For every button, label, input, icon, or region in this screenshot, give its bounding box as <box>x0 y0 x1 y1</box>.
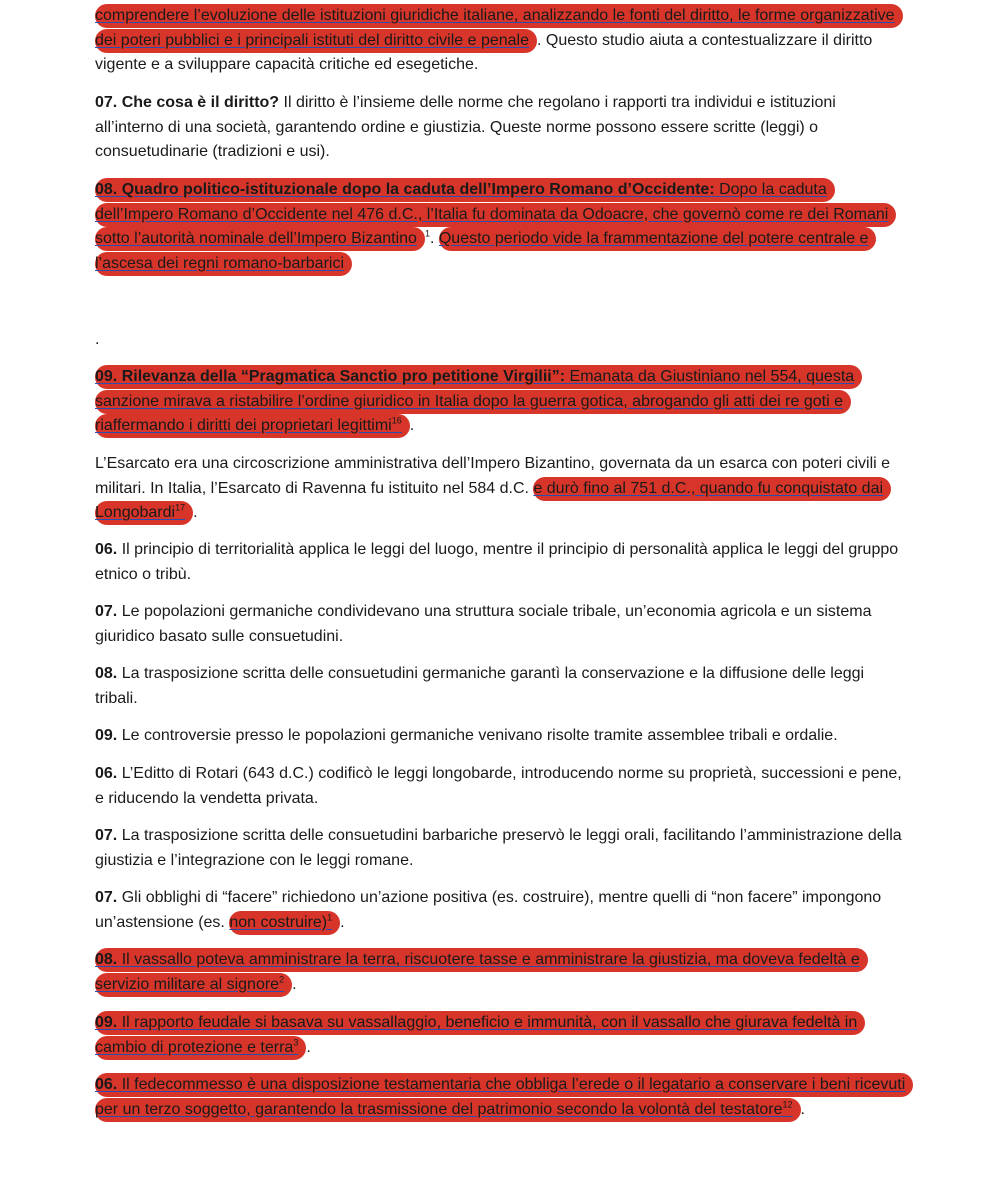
paragraph-esarcato: L’Esarcato era una circoscrizione amministrativa dell’Impero Bizantino, governata da un esarca con poteri civili e militari. In Italia, l’Esarcato di Ravenna fu istituito nel 584 d.C. e durò fino al 751 d.C., quando fu conquistato dai Longobardi$^{17}$ . <box>95 452 907 526</box>
paragraph-number: 07. <box>95 603 118 620</box>
paragraph-intro <box>95 4 907 78</box>
highlight-mark: 09. Il rapporto feudale si basava su vassallaggio, beneficio e immunità, con il vassallo che giurava fedeltà in cambio di protezione e terra$^3$ <box>95 1011 865 1060</box>
paragraph-text: Dopo la caduta dell’Impero Romano d’Occidente nel 476 d.C., l’Italia fu dominata da Odoacre, che governò come re dei Romani sotto l’autorità nominale dell’Impero Bizantino <box>95 181 889 247</box>
paragraph-obblighi: 07. Gli obblighi di “facere” richiedono un’azione positiva (es. costruire), mentre quelli di “non facere” impongono un’astensione (es. non costruire)$^1$ . <box>95 886 907 935</box>
paragraph-number: 08. <box>95 665 118 682</box>
paragraph-title: Che cosa è il diritto? <box>121 94 280 111</box>
paragraph-text: Emanata da Giustiniano nel 554, questa sanzione mirava a ristabilire l’ordine giuridico in Italia dopo la guerra gotica, abrogando gli atti dei re goti e riaffermando i diritti dei proprietari legittimi <box>95 368 855 434</box>
paragraph-text: La trasposizione scritta delle consuetudini germaniche garantì la conservazione e la diffusione delle leggi tribali. <box>95 665 865 707</box>
paragraph-pragmatica: 09. Rilevanza della “Pragmatica Sanctio pro petitione Virgilii”: Emanata da Giustiniano nel 554, questa sanzione mirava a ristabilire l’ordine giuridico in Italia dopo la guerra gotica, abrogando gli atti dei re goti e riaffermando i diritti dei proprietari legittimi$^{16}$ . <box>95 365 907 439</box>
paragraph-text: L’Editto di Rotari (643 d.C.) codificò le leggi longobarde, introducendo norme su proprietà, successioni e pene, e riducendo la vendetta privata. <box>95 765 902 807</box>
paragraph-number: 09. <box>95 368 118 385</box>
paragraph-barbariche <box>95 824 907 873</box>
highlight-mark: Questo periodo vide la frammentazione del potere centrale e l’ascesa dei regni romano-barbarici <box>95 227 876 276</box>
paragraph-vassallo: 08. Il vassallo poteva amministrare la terra, riscuotere tasse e amministrare la giustizia, ma doveva fedeltà e servizio militare al signore$^2$ . <box>95 948 907 997</box>
highlight-mark: e durò fino al 751 d.C., quando fu conquistato dai Longobardi$^{17}$ <box>95 477 891 526</box>
highlight-mark: 08. Il vassallo poteva amministrare la terra, riscuotere tasse e amministrare la giustizia, ma doveva fedeltà e servizio militare al signore$^2$ <box>95 948 868 997</box>
paragraph-text: Gli obblighi di “facere” richiedono un’azione positiva (es. costruire), mentre quelli di “non facere” impongono un’astensione (es. <box>95 889 882 931</box>
paragraph-text: Le popolazioni germaniche condividevano una struttura sociale tribale, un’economia agricola e un sistema giuridico basato sulle consuetudini. <box>95 603 872 645</box>
paragraph-number: 08. <box>95 181 118 198</box>
paragraph-number: 07. <box>95 889 118 906</box>
paragraph-text: Il diritto è l’insieme delle norme che regolano i rapporti tra individui e istituzioni all’interno di una società, garantendo ordine e giustizia. Queste norme possono essere scritte (leggi) o consuetudinarie (tradizioni e usi). <box>95 94 836 160</box>
paragraph-feudale: 09. Il rapporto feudale si basava su vassallaggio, beneficio e immunità, con il vassallo che giurava fedeltà in cambio di protezione e terra$^3$ . <box>95 1011 907 1060</box>
paragraph-number: 08. <box>95 951 118 968</box>
paragraph-text: L’Esarcato era una circoscrizione amministrativa dell’Impero Bizantino, governata da un esarca con poteri civili e militari. In Italia, l’Esarcato di Ravenna fu istituito nel 584 d.C. <box>95 455 891 497</box>
footnote-ref[interactable]: 16 <box>391 415 402 426</box>
paragraph-text: Le controversie presso le popolazioni germaniche venivano risolte tramite assemblee tribali e ordalie. <box>121 727 838 744</box>
paragraph-fedecommesso: 06. Il fedecommesso è una disposizione testamentaria che obbliga l’erede o il legatario a conservare i beni ricevuti per un terzo soggetto, garantendo la trasmissione del patrimonio secondo la volontà del testatore$^{12}$ . <box>95 1073 907 1122</box>
highlight-mark <box>95 365 862 438</box>
paragraph-number: 06. <box>95 765 118 782</box>
paragraph-rotari <box>95 762 907 811</box>
highlight-mark: 06. Il fedecommesso è una disposizione testamentaria che obbliga l’erede o il legatario a conservare i beni ricevuti per un terzo soggetto, garantendo la trasmissione del patrimonio secondo la volontà del testatore$^{12}$ <box>95 1073 913 1122</box>
paragraph-number: 06. <box>95 541 118 558</box>
paragraph-trasposizione <box>95 662 907 711</box>
paragraph-number: 07. <box>95 827 118 844</box>
footnote-ref[interactable]: 1 <box>424 228 430 239</box>
paragraph-number: 09. <box>95 1014 118 1031</box>
paragraph-territorialita <box>95 538 907 587</box>
paragraph-number: 07. <box>95 94 118 111</box>
paragraph-dot: . <box>95 331 100 348</box>
highlight-mark: comprendere l’evoluzione delle istituzioni giuridiche italiane, analizzando le fonti del diritto, le forme organizzative dei poteri pubblici e i principali istituti del diritto civile e penale <box>95 4 903 53</box>
paragraph-title: Rilevanza della “Pragmatica Sanctio pro petitione Virgilii”: <box>121 368 566 385</box>
paragraph-text: . Questo studio aiuta a contestualizzare il diritto vigente e a sviluppare capacità critiche ed esegetiche. <box>95 31 873 73</box>
paragraph-germaniche <box>95 600 907 649</box>
paragraph-title: Quadro politico-istituzionale dopo la caduta dell’Impero Romano d’Occidente: <box>121 181 715 198</box>
paragraph-text: La trasposizione scritta delle consuetudini barbariche preservò le leggi orali, facilitando l’amministrazione della giustizia e l’integrazione con le leggi romane. <box>95 827 902 869</box>
footnote-ref[interactable]: 17 <box>175 502 186 513</box>
paragraph-diritto <box>95 91 907 165</box>
paragraph-quadro: 08. Quadro politico-istituzionale dopo la caduta dell’Impero Romano d’Occidente: Dopo la caduta dell’Impero Romano d’Occidente nel 476 d.C., l’Italia fu dominata da Odoacre, che governò come re dei Romani sotto l’autorità nominale dell’Impero Bizantino $^1$. Questo periodo vide la frammentazione del potere centrale e l’ascesa dei regni romano-barbarici <box>95 178 907 276</box>
footnote-ref[interactable]: 3 <box>293 1037 299 1048</box>
footnote-ref[interactable]: 2 <box>279 974 285 985</box>
paragraph-text: Il principio di territorialità applica le leggi del luogo, mentre il principio di personalità applica le leggi del gruppo etnico o tribù. <box>95 541 899 583</box>
footnote-ref[interactable]: 1 <box>327 912 333 923</box>
paragraph-number: 09. <box>95 727 118 744</box>
paragraph-number: 06. <box>95 1076 118 1093</box>
highlight-mark: non costruire)$^1$ <box>229 911 340 935</box>
footnote-ref[interactable]: 12 <box>782 1099 793 1110</box>
paragraph-controversie <box>95 724 907 749</box>
